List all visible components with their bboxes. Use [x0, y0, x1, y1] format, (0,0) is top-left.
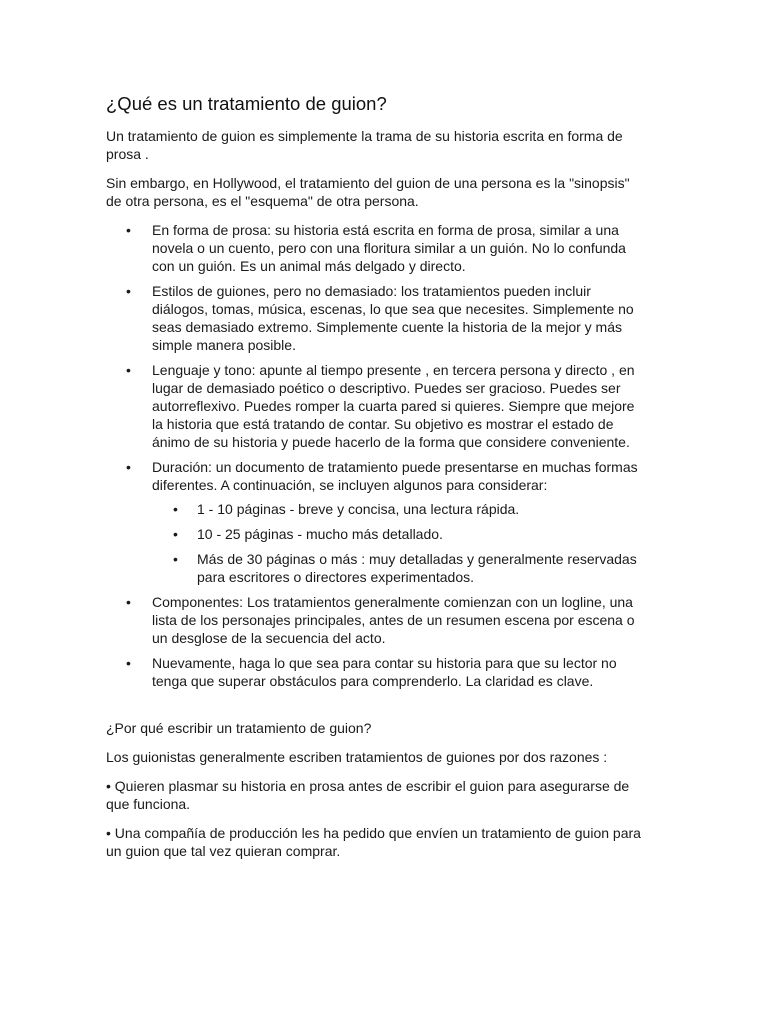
- list-item: [106, 282, 646, 354]
- list-item-text: Duración: un documento de tratamiento puede presentarse en muchas formas diferentes. A continuación, se incluyen algunos para considerar:: [152, 459, 638, 493]
- list-item-text: Componentes: Los tratamientos generalmente comienzan con un logline, una lista de los personajes principales, antes de un resumen escena por escena o un desglose de la secuencia del acto.: [152, 594, 635, 646]
- sub-list-item: • 1 - 10 páginas - breve y concisa, una lectura rápida.: [152, 500, 646, 518]
- list-item-text: Lenguaje y tono: apunte al tiempo presente , en tercera persona y directo , en lugar de demasiado poético o descriptivo. Puedes ser gracioso. Puedes ser autorreflexivo. Puedes romper la cuarta pared si quieres. Siempre que mejore la historia que está tratando de contar. Su objetivo es mostrar el estado de ánimo de su historia y puede hacerlo de la forma que considere conveniente.: [152, 362, 635, 450]
- list-item: [106, 361, 646, 451]
- treatment-features-list: [106, 221, 646, 690]
- reason-paragraph: • Quieren plasmar su historia en prosa antes de escribir el guion para asegurarse de que funciona.: [106, 778, 630, 812]
- sub-list-item: • 10 - 25 páginas - mucho más detallado.: [152, 525, 646, 543]
- why-intro-paragraph: Los guionistas generalmente escriben tratamientos de guiones por dos razones :: [106, 749, 608, 765]
- section-spacer: [106, 697, 646, 719]
- list-item-text: En forma de prosa: su historia está escrita en forma de prosa, similar a una novela o un cuento, pero con una floritura similar a un guión. No lo confunda con un guión. Es un animal más delgado y directo.: [152, 222, 626, 274]
- list-item: [106, 593, 646, 647]
- hollywood-paragraph: Sin embargo, en Hollywood, el tratamiento del guion de una persona es la "sinopsis" de otra persona, es el "esquema" de otra persona.: [106, 175, 630, 209]
- section-heading: ¿Por qué escribir un tratamiento de guion?: [106, 720, 372, 736]
- list-item-text: Estilos de guiones, pero no demasiado: los tratamientos pueden incluir diálogos, tomas, música, escenas, lo que sea que necesites. Simplemente no seas demasiado extremo. Simplemente cuente la historia de la mejor y más simple manera posible.: [152, 283, 634, 353]
- sub-list-item: • Más de 30 páginas o más : muy detalladas y generalmente reservadas para escritores o directores experimentados.: [152, 550, 646, 586]
- document-page: [106, 92, 646, 871]
- list-item: [106, 221, 646, 275]
- list-item-text: Nuevamente, haga lo que sea para contar su historia para que su lector no tenga que superar obstáculos para comprenderlo. La claridad es clave.: [152, 655, 617, 689]
- reason-paragraph: • Una compañía de producción les ha pedido que envíen un tratamiento de guion para un guion que tal vez quieran comprar.: [106, 825, 641, 859]
- duration-sublist: [152, 500, 646, 586]
- list-item: [106, 654, 646, 690]
- intro-paragraph: Un tratamiento de guion es simplemente la trama de su historia escrita en forma de prosa .: [106, 128, 623, 162]
- page-title: ¿Qué es un tratamiento de guion?: [106, 93, 387, 114]
- list-item: [106, 458, 646, 586]
